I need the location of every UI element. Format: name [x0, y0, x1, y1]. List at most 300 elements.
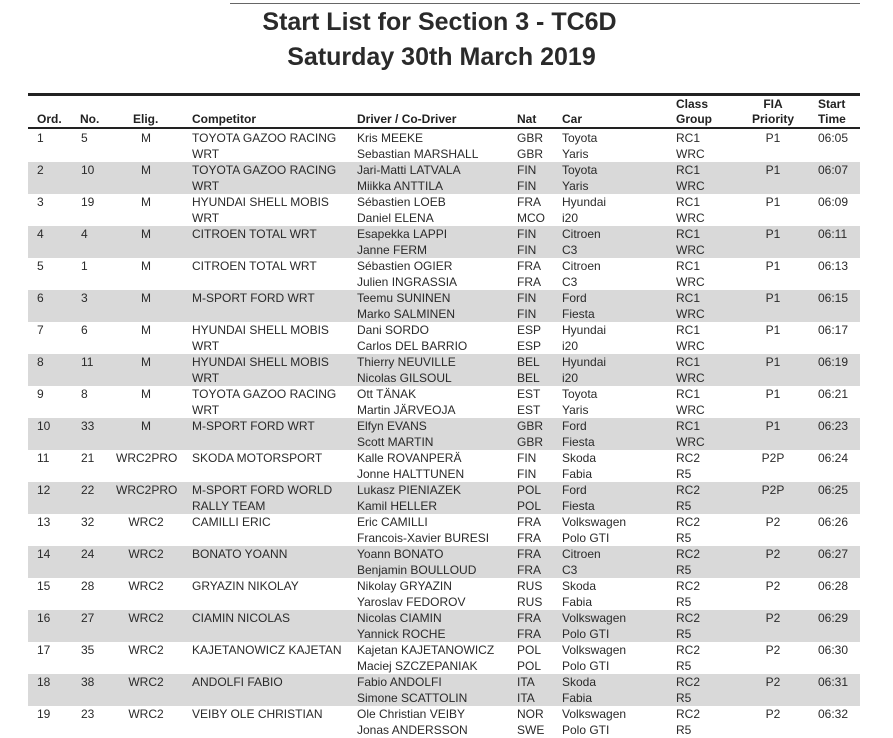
cell-ord: 17: [37, 643, 51, 657]
cell-car1: Volkswagen: [562, 707, 627, 721]
cell-no: 6: [81, 323, 88, 337]
cell-elig: WRC2PRO: [116, 483, 178, 497]
cell-nat2: FIN: [517, 243, 537, 257]
cell-nat2: RUS: [517, 595, 543, 609]
cell-ord: 14: [37, 547, 51, 561]
cell-ord: 13: [37, 515, 51, 529]
cell-drv: Nikolay GRYAZIN: [357, 579, 452, 593]
cell-nat1: RUS: [517, 579, 543, 593]
header-bottom-rule: [28, 127, 860, 129]
cell-car1: Skoda: [562, 675, 597, 689]
cell-no: 19: [81, 195, 95, 209]
cell-car2: Fabia: [562, 467, 593, 481]
cell-car1: Hyundai: [562, 195, 607, 209]
table-row: [28, 706, 860, 738]
cell-elig: M: [141, 227, 151, 241]
table-row: [28, 674, 860, 706]
cell-fia: P1: [765, 387, 781, 401]
cell-cls1: RC2: [676, 579, 701, 593]
cell-cls2: R5: [676, 595, 692, 609]
cell-elig: WRC2: [128, 611, 164, 625]
table-row: [28, 322, 860, 354]
cell-car1: Toyota: [562, 163, 598, 177]
cell-drv: Kajetan KAJETANOWICZ: [357, 643, 495, 657]
cell-time: 06:29: [818, 611, 849, 625]
cell-nat2: FRA: [517, 275, 541, 289]
header-nat: Nat: [517, 112, 537, 126]
cell-car2: Yaris: [562, 179, 589, 193]
cell-fia: P1: [765, 323, 781, 337]
cell-no: 28: [81, 579, 95, 593]
cell-no: 32: [81, 515, 95, 529]
cell-cls1: RC1: [676, 355, 701, 369]
cell-ord: 4: [37, 227, 44, 241]
cell-codrv: Martin JÄRVEOJA: [357, 403, 456, 417]
cell-cls1: RC1: [676, 227, 701, 241]
cell-elig: WRC2: [128, 643, 164, 657]
cell-car1: Volkswagen: [562, 611, 627, 625]
cell-cls2: R5: [676, 691, 692, 705]
cell-nat1: FRA: [517, 515, 541, 529]
cell-comp1: HYUNDAI SHELL MOBIS: [192, 323, 329, 337]
table-row: [28, 130, 860, 162]
cell-drv: Elfyn EVANS: [357, 419, 427, 433]
cell-comp1: TOYOTA GAZOO RACING: [192, 163, 337, 177]
table-row: [28, 578, 860, 610]
cell-car2: Yaris: [562, 403, 589, 417]
cell-fia: P2: [765, 643, 781, 657]
header-no: No.: [80, 112, 100, 126]
cell-nat2: FIN: [517, 179, 537, 193]
cell-cls2: WRC: [676, 371, 705, 385]
cell-comp1: GRYAZIN NIKOLAY: [192, 579, 299, 593]
cell-time: 06:25: [818, 483, 849, 497]
cell-cls1: RC2: [676, 547, 701, 561]
cell-fia: P2P: [761, 483, 785, 497]
cell-cls1: RC2: [676, 611, 701, 625]
cell-ord: 19: [37, 707, 51, 721]
cell-nat1: FIN: [517, 451, 537, 465]
cell-nat2: FRA: [517, 563, 541, 577]
cell-time: 06:19: [818, 355, 849, 369]
cell-time: 06:27: [818, 547, 849, 561]
cell-cls2: WRC: [676, 275, 705, 289]
cell-cls2: R5: [676, 531, 692, 545]
cell-car2: Yaris: [562, 147, 589, 161]
cell-nat1: ITA: [517, 675, 535, 689]
cell-cls1: RC2: [676, 707, 701, 721]
cell-comp1: M-SPORT FORD WRT: [192, 419, 315, 433]
cell-car2: Fiesta: [562, 435, 595, 449]
cell-cls2: R5: [676, 499, 692, 513]
cell-drv: Yoann BONATO: [357, 547, 444, 561]
cell-drv: Thierry NEUVILLE: [357, 355, 456, 369]
table-row: [28, 194, 860, 226]
cell-ord: 15: [37, 579, 51, 593]
cell-nat1: POL: [517, 643, 542, 657]
cell-car1: Toyota: [562, 387, 598, 401]
page-title: Start List for Section 3 - TC6D: [262, 8, 617, 36]
cell-no: 5: [81, 131, 88, 145]
cell-comp2: WRT: [192, 403, 220, 417]
cell-time: 06:09: [818, 195, 849, 209]
cell-ord: 6: [37, 291, 44, 305]
cell-no: 27: [81, 611, 95, 625]
cell-comp2: WRT: [192, 147, 220, 161]
cell-ord: 8: [37, 355, 44, 369]
cell-cls2: R5: [676, 467, 692, 481]
cell-ord: 12: [37, 483, 51, 497]
cell-ord: 1: [37, 131, 44, 145]
header-car: Car: [562, 112, 583, 126]
cell-car2: C3: [562, 243, 578, 257]
cell-no: 35: [81, 643, 95, 657]
cell-drv: Jari-Matti LATVALA: [357, 163, 461, 177]
cell-time: 06:05: [818, 131, 849, 145]
cell-car1: Hyundai: [562, 355, 607, 369]
cell-drv: Teemu SUNINEN: [357, 291, 451, 305]
cell-cls1: RC2: [676, 643, 701, 657]
table-row: [28, 546, 860, 578]
cell-fia: P2P: [761, 451, 785, 465]
cell-cls2: WRC: [676, 339, 705, 353]
cell-comp1: CITROEN TOTAL WRT: [192, 259, 317, 273]
cell-cls2: WRC: [676, 307, 705, 321]
cell-comp1: TOYOTA GAZOO RACING: [192, 131, 337, 145]
table-row: [28, 642, 860, 674]
cell-car1: Citroen: [562, 547, 601, 561]
table-row: [28, 258, 860, 290]
cell-elig: WRC2: [128, 515, 164, 529]
cell-cls1: RC1: [676, 323, 701, 337]
cell-drv: Sébastien OGIER: [357, 259, 453, 273]
table-row: [28, 482, 860, 514]
cell-codrv: Scott MARTIN: [357, 435, 434, 449]
cell-car1: Volkswagen: [562, 515, 627, 529]
cell-time: 06:11: [818, 227, 848, 241]
cell-car1: Volkswagen: [562, 643, 627, 657]
cell-fia: P1: [765, 163, 781, 177]
cell-drv: Esapekka LAPPI: [357, 227, 448, 241]
header-start-time: [818, 97, 846, 127]
table-row: [28, 386, 860, 418]
cell-fia: P2: [765, 675, 781, 689]
cell-elig: M: [141, 131, 151, 145]
cell-drv: Kris MEEKE: [357, 131, 424, 145]
cell-car2: C3: [562, 275, 578, 289]
cell-car2: C3: [562, 563, 578, 577]
cell-comp2: WRT: [192, 371, 220, 385]
cell-time: 06:32: [818, 707, 849, 721]
cell-car2: Polo GTI: [562, 659, 610, 673]
cell-nat1: FRA: [517, 195, 541, 209]
cell-nat2: ITA: [517, 691, 535, 705]
cell-nat1: FRA: [517, 259, 541, 273]
cell-drv: Sébastien LOEB: [357, 195, 446, 209]
cell-codrv: Miikka ANTTILA: [357, 179, 444, 193]
cell-fia: P1: [765, 131, 781, 145]
cell-fia: P1: [765, 419, 781, 433]
cell-elig: M: [141, 195, 151, 209]
cell-ord: 2: [37, 163, 44, 177]
cell-codrv: Jonne HALTTUNEN: [357, 467, 465, 481]
cell-nat1: FRA: [517, 611, 541, 625]
cell-nat2: ESP: [517, 339, 542, 353]
cell-codrv: Kamil HELLER: [357, 499, 438, 513]
cell-codrv: Francois-Xavier BURESI: [357, 531, 490, 545]
cell-elig: WRC2: [128, 547, 164, 561]
cell-car1: Ford: [562, 419, 587, 433]
cell-cls1: RC1: [676, 291, 701, 305]
cell-fia: P2: [765, 515, 781, 529]
cell-cls1: RC2: [676, 675, 701, 689]
cell-cls2: WRC: [676, 179, 705, 193]
cell-comp2: RALLY TEAM: [192, 499, 266, 513]
cell-comp2: WRT: [192, 179, 220, 193]
cell-comp1: M-SPORT FORD WRT: [192, 291, 315, 305]
cell-drv: Ott TÄNAK: [357, 387, 417, 401]
cell-nat1: GBR: [517, 131, 544, 145]
cell-no: 3: [81, 291, 88, 305]
cell-car1: Toyota: [562, 131, 598, 145]
cell-elig: M: [141, 259, 151, 273]
cell-nat2: FIN: [517, 467, 537, 481]
header-fia-priority: [748, 97, 798, 127]
cell-fia: P1: [765, 227, 781, 241]
cell-cls1: RC1: [676, 195, 701, 209]
cell-cls2: R5: [676, 723, 692, 737]
cell-cls2: R5: [676, 563, 692, 577]
cell-codrv: Maciej SZCZEPANIAK: [357, 659, 478, 673]
cell-ord: 16: [37, 611, 51, 625]
cell-codrv: Janne FERM: [357, 243, 428, 257]
cell-comp1: CIAMIN NICOLAS: [192, 611, 291, 625]
cell-no: 11: [81, 355, 94, 369]
cell-elig: M: [141, 163, 151, 177]
header-group: Group: [676, 112, 712, 126]
cell-drv: Nicolas CIAMIN: [357, 611, 442, 625]
cell-comp1: BONATO YOANN: [192, 547, 288, 561]
cell-cls2: WRC: [676, 243, 705, 257]
header-priority: Priority: [751, 112, 794, 126]
cell-car2: Polo GTI: [562, 723, 610, 737]
header-competitor: Competitor: [192, 112, 256, 126]
cell-car1: Citroen: [562, 259, 601, 273]
cell-no: 8: [81, 387, 88, 401]
cell-fia: P1: [765, 291, 781, 305]
cell-time: 06:21: [818, 387, 849, 401]
cell-nat2: FRA: [517, 627, 541, 641]
cell-car1: Ford: [562, 483, 587, 497]
cell-drv: Ole Christian VEIBY: [357, 707, 466, 721]
cell-car2: Fiesta: [562, 499, 595, 513]
cell-time: 06:28: [818, 579, 849, 593]
cell-nat1: GBR: [517, 419, 544, 433]
cell-fia: P1: [765, 355, 781, 369]
cell-no: 21: [81, 451, 95, 465]
cell-nat2: GBR: [517, 435, 544, 449]
cell-car2: Polo GTI: [562, 627, 610, 641]
cell-nat1: FIN: [517, 227, 537, 241]
cell-cls2: WRC: [676, 147, 705, 161]
cell-car1: Skoda: [562, 451, 597, 465]
cell-codrv: Daniel ELENA: [357, 211, 434, 225]
cell-fia: P2: [765, 707, 781, 721]
cell-time: 06:07: [818, 163, 849, 177]
cell-nat2: POL: [517, 659, 542, 673]
cell-nat1: FIN: [517, 291, 537, 305]
cell-comp1: HYUNDAI SHELL MOBIS: [192, 355, 329, 369]
cell-fia: P2: [765, 579, 781, 593]
cell-drv: Kalle ROVANPERÄ: [357, 451, 462, 465]
cell-cls1: RC1: [676, 419, 701, 433]
header-ord: Ord.: [37, 112, 62, 126]
cell-elig: M: [141, 419, 151, 433]
cell-drv: Dani SORDO: [357, 323, 430, 337]
cell-cls1: RC1: [676, 163, 701, 177]
cell-comp2: WRT: [192, 211, 220, 225]
cell-codrv: Nicolas GILSOUL: [357, 371, 452, 385]
cell-elig: M: [141, 323, 151, 337]
header-fia: FIA: [763, 97, 783, 111]
cell-car1: Citroen: [562, 227, 601, 241]
cell-car2: Polo GTI: [562, 531, 610, 545]
cell-cls1: RC2: [676, 515, 701, 529]
cell-nat1: ESP: [517, 323, 542, 337]
header-time: Time: [818, 112, 846, 126]
cell-drv: Eric CAMILLI: [357, 515, 428, 529]
cell-ord: 3: [37, 195, 44, 209]
cell-codrv: Jonas ANDERSSON: [357, 723, 468, 737]
cell-car1: Ford: [562, 291, 587, 305]
cell-elig: WRC2: [128, 707, 164, 721]
table-row: [28, 226, 860, 258]
table-row: [28, 354, 860, 386]
cell-comp1: M-SPORT FORD WORLD: [192, 483, 333, 497]
header-top-rule: [28, 93, 860, 96]
cell-nat2: FRA: [517, 531, 541, 545]
header-driver: Driver / Co-Driver: [357, 112, 457, 126]
cell-elig: M: [141, 291, 151, 305]
cell-car2: Fabia: [562, 595, 593, 609]
top-rule: [230, 3, 860, 4]
cell-cls2: R5: [676, 659, 692, 673]
cell-nat2: POL: [517, 499, 542, 513]
cell-nat1: NOR: [517, 707, 544, 721]
cell-nat2: FIN: [517, 307, 537, 321]
cell-comp1: KAJETANOWICZ KAJETAN: [192, 643, 342, 657]
header-class: Class: [676, 97, 709, 111]
cell-time: 06:24: [818, 451, 849, 465]
cell-time: 06:30: [818, 643, 849, 657]
cell-nat2: MCO: [517, 211, 545, 225]
cell-time: 06:17: [818, 323, 849, 337]
cell-comp1: SKODA MOTORSPORT: [192, 451, 323, 465]
cell-ord: 7: [37, 323, 44, 337]
cell-no: 10: [81, 163, 95, 177]
cell-nat1: FIN: [517, 163, 537, 177]
cell-no: 38: [81, 675, 95, 689]
cell-cls1: RC2: [676, 483, 701, 497]
cell-nat1: EST: [517, 387, 541, 401]
cell-comp1: ANDOLFI FABIO: [192, 675, 283, 689]
cell-comp1: CITROEN TOTAL WRT: [192, 227, 317, 241]
page-subtitle: Saturday 30th March 2019: [287, 43, 596, 71]
table-row: [28, 450, 860, 482]
cell-nat2: EST: [517, 403, 541, 417]
cell-no: 23: [81, 707, 95, 721]
cell-elig: M: [141, 355, 151, 369]
cell-time: 06:15: [818, 291, 849, 305]
cell-no: 24: [81, 547, 95, 561]
cell-nat2: SWE: [517, 723, 545, 737]
cell-elig: WRC2: [128, 579, 164, 593]
cell-car2: Fabia: [562, 691, 593, 705]
cell-elig: M: [141, 387, 151, 401]
table-row: [28, 610, 860, 642]
header-class-group: [676, 97, 712, 127]
cell-cls2: WRC: [676, 435, 705, 449]
table-row: [28, 418, 860, 450]
cell-codrv: Carlos DEL BARRIO: [357, 339, 468, 353]
cell-codrv: Yaroslav FEDOROV: [357, 595, 466, 609]
cell-codrv: Marko SALMINEN: [357, 307, 456, 321]
cell-nat2: BEL: [517, 371, 540, 385]
table-row: [28, 162, 860, 194]
cell-car2: i20: [562, 371, 579, 385]
table-row: [28, 514, 860, 546]
cell-fia: P1: [765, 259, 781, 273]
cell-cls2: WRC: [676, 211, 705, 225]
cell-comp1: CAMILLI ERIC: [192, 515, 271, 529]
cell-fia: P2: [765, 611, 781, 625]
cell-car2: i20: [562, 339, 579, 353]
header-elig: Elig.: [133, 112, 159, 126]
cell-no: 33: [81, 419, 95, 433]
cell-drv: Fabio ANDOLFI: [357, 675, 442, 689]
cell-nat2: GBR: [517, 147, 544, 161]
cell-no: 1: [81, 259, 88, 273]
cell-comp1: VEIBY OLE CHRISTIAN: [192, 707, 323, 721]
cell-ord: 9: [37, 387, 44, 401]
cell-no: 4: [81, 227, 88, 241]
cell-time: 06:31: [818, 675, 849, 689]
cell-nat1: BEL: [517, 355, 540, 369]
cell-ord: 18: [37, 675, 51, 689]
table-row: [28, 290, 860, 322]
cell-car1: Hyundai: [562, 323, 607, 337]
cell-fia: P2: [765, 547, 781, 561]
cell-codrv: Benjamin BOULLOUD: [357, 563, 477, 577]
cell-car1: Skoda: [562, 579, 597, 593]
cell-comp2: WRT: [192, 339, 220, 353]
cell-car2: Fiesta: [562, 307, 595, 321]
cell-cls1: RC1: [676, 131, 701, 145]
cell-time: 06:13: [818, 259, 849, 273]
cell-time: 06:26: [818, 515, 849, 529]
cell-car2: i20: [562, 211, 579, 225]
cell-cls1: RC2: [676, 451, 701, 465]
cell-comp1: TOYOTA GAZOO RACING: [192, 387, 337, 401]
cell-cls1: RC1: [676, 387, 701, 401]
cell-cls1: RC1: [676, 259, 701, 273]
cell-drv: Lukasz PIENIAZEK: [357, 483, 462, 497]
cell-ord: 11: [37, 451, 50, 465]
header-start: Start: [818, 97, 846, 111]
cell-cls2: R5: [676, 627, 692, 641]
cell-fia: P1: [765, 195, 781, 209]
cell-cls2: WRC: [676, 403, 705, 417]
